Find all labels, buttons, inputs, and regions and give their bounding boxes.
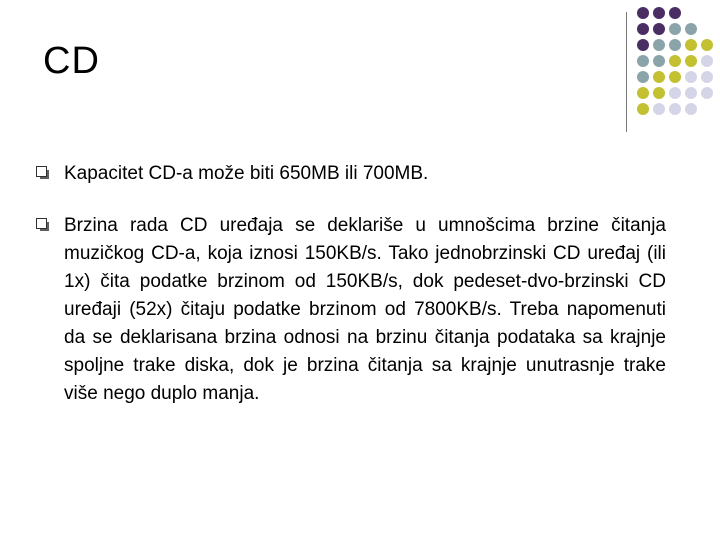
decorative-dot — [669, 71, 681, 83]
decorative-dot — [685, 55, 697, 67]
decorative-dot — [653, 87, 665, 99]
decorative-dot — [653, 23, 665, 35]
decorative-dot — [701, 39, 713, 51]
decorative-dot — [637, 7, 649, 19]
decorative-dot — [637, 39, 649, 51]
decorative-dot — [653, 55, 665, 67]
decorative-dot — [653, 71, 665, 83]
decorative-dot — [637, 23, 649, 35]
decorative-dot — [701, 55, 713, 67]
square-bullet-icon — [36, 166, 47, 177]
bullet-text: Kapacitet CD-a može biti 650MB ili 700MB. — [64, 163, 429, 184]
decorative-dot — [637, 87, 649, 99]
bullet-list — [36, 160, 666, 432]
decorative-dot — [669, 39, 681, 51]
decorative-dot — [669, 23, 681, 35]
decorative-dot — [653, 39, 665, 51]
decorative-dot — [685, 87, 697, 99]
decorative-dot — [637, 71, 649, 83]
decorative-dot — [653, 103, 665, 115]
decorative-dot — [685, 103, 697, 115]
bullet-item-capacity — [36, 160, 666, 188]
decorative-dot — [669, 7, 681, 19]
square-bullet-icon — [36, 218, 47, 229]
decorative-dot — [669, 87, 681, 99]
decorative-dot — [701, 87, 713, 99]
decorative-dot — [669, 55, 681, 67]
decorative-dot — [669, 103, 681, 115]
decorative-dot — [685, 71, 697, 83]
decorative-dot-grid — [637, 7, 720, 119]
slide-title: CD — [43, 40, 100, 82]
decorative-dot — [685, 39, 697, 51]
divider-line — [626, 12, 627, 132]
bullet-text: Brzina rada CD uređaja se deklariše u umnošcima brzine čitanja muzičkog CD-a, koja iznosi 150KB/s. Tako jednobrzinski CD uređaj (ili 1x) čita podatke brzinom od 150KB/s, dok pedeset-dvo-brzinski CD uređaji (52x) čitaju podatke brzinom od 7800KB/s. Treba napomenuti da se deklarisana brzina odnosi na brzinu čitanja podataka sa krajnje spoljne trake diska, dok je brzina čitanja sa krajnje unutrasnje trake više nego duplo manja. — [64, 215, 666, 404]
decorative-dot — [637, 55, 649, 67]
bullet-item-speed — [36, 212, 666, 408]
decorative-dot — [685, 23, 697, 35]
decorative-dot — [701, 71, 713, 83]
decorative-dot — [653, 7, 665, 19]
decorative-dot — [637, 103, 649, 115]
